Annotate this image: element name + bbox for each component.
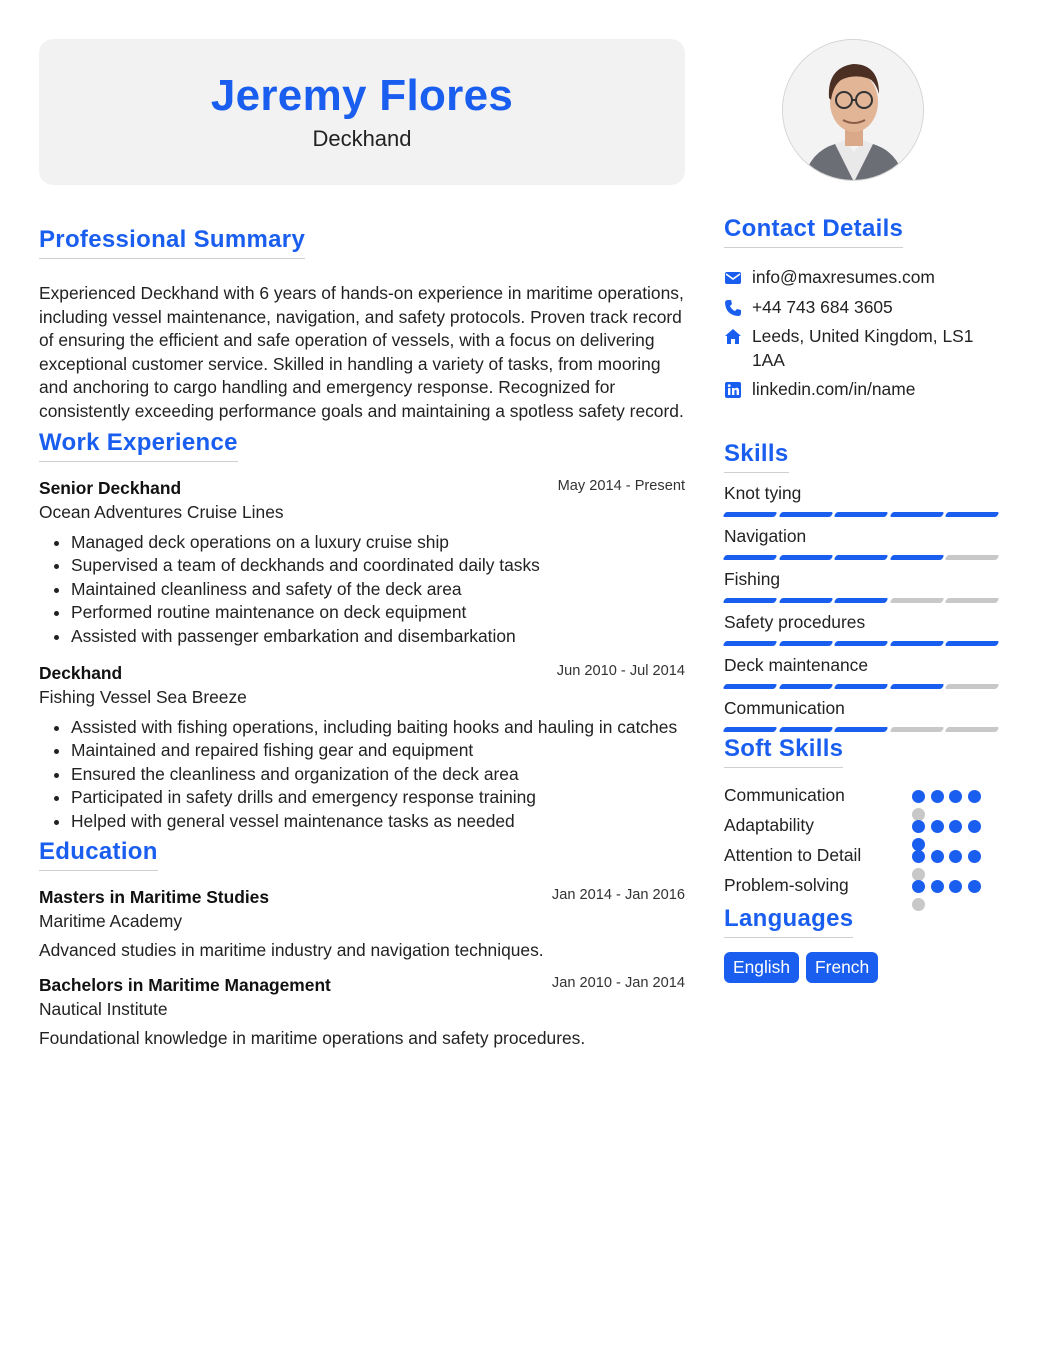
skill-level-segment [889, 512, 943, 517]
soft-skill-dot [912, 880, 925, 893]
job-dates: Jun 2010 - Jul 2014 [556, 662, 685, 679]
skill-level-segment [889, 684, 943, 689]
job-bullet: • Maintained cleanliness and safety of the deck area [71, 578, 685, 602]
soft-skill-dot [949, 850, 962, 863]
soft-skill-dot [931, 820, 944, 833]
soft-skill-name: Communication [724, 784, 845, 805]
linkedin-icon [724, 381, 742, 399]
contact-heading: Contact Details [724, 215, 903, 248]
linkedin-text: linkedin.com/in/name [752, 379, 916, 400]
skill-name: Knot tying [724, 482, 802, 503]
job-employer: Fishing Vessel Sea Breeze [39, 686, 247, 707]
soft-skill-dot [949, 880, 962, 893]
skill-level-bars [724, 684, 1004, 689]
skill-level-segment [723, 684, 777, 689]
soft-skill-dot [931, 850, 944, 863]
experience-heading: Work Experience [39, 429, 238, 462]
job-entry [39, 663, 685, 834]
skill-level-segment [945, 727, 999, 732]
languages-section [724, 905, 1004, 983]
skill-level-segment [778, 598, 832, 603]
languages-heading: Languages [724, 905, 853, 938]
skill-level-segment [889, 555, 943, 560]
main-column [39, 39, 685, 1049]
candidate-name: Jeremy Flores [210, 71, 514, 120]
skill-level-segment [945, 684, 999, 689]
soft-skills-section [724, 735, 1004, 905]
sidebar-content [724, 215, 1004, 983]
job-bullets [39, 531, 685, 649]
profile-photo [782, 39, 924, 181]
skill-level-bars [724, 641, 1004, 646]
skill-level-segment [723, 598, 777, 603]
address-text: Leeds, United Kingdom, LS1 1AA [752, 326, 974, 370]
skill-level-segment [945, 598, 999, 603]
languages-list [724, 952, 1004, 983]
education-section [39, 838, 685, 1049]
soft-skill-dots [912, 880, 992, 916]
contact-linkedin[interactable] [724, 378, 1004, 402]
soft-skill-row [724, 845, 1004, 875]
skill-name: Navigation [724, 525, 807, 546]
education-description: Foundational knowledge in maritime operations and safety procedures. [39, 1027, 586, 1048]
skill-level-segment [945, 555, 999, 560]
school-name: Nautical Institute [39, 998, 168, 1019]
soft-skill-dot [968, 880, 981, 893]
soft-skill-dot [949, 790, 962, 803]
soft-skill-name: Adaptability [724, 814, 814, 835]
email-text: info@maxresumes.com [752, 267, 935, 287]
education-entry [39, 975, 685, 1049]
education-dates: Jan 2010 - Jan 2014 [551, 974, 685, 991]
soft-skill-dot [949, 820, 962, 833]
soft-skill-dot [931, 880, 944, 893]
soft-skill-dot [912, 850, 925, 863]
job-title: Deckhand [39, 662, 123, 683]
contact-email[interactable] [724, 266, 1004, 290]
soft-skill-dot [968, 850, 981, 863]
contact-phone[interactable] [724, 296, 1004, 320]
skill-name: Safety procedures [724, 611, 866, 632]
soft-skill-dot [912, 790, 925, 803]
skill-name: Fishing [724, 568, 781, 589]
job-dates: May 2014 - Present [557, 477, 685, 494]
skill-row [724, 483, 1004, 526]
job-bullet: • Managed deck operations on a luxury cruise ship [71, 531, 685, 555]
education-dates: Jan 2014 - Jan 2016 [551, 886, 685, 903]
soft-skill-row [724, 875, 1004, 905]
skills-section [724, 440, 1004, 735]
job-bullet: • Ensured the cleanliness and organization of the deck area [71, 763, 685, 787]
skill-level-segment [834, 727, 888, 732]
soft-skill-name: Problem-solving [724, 874, 849, 895]
skill-name: Communication [724, 697, 845, 718]
degree-title: Bachelors in Maritime Management [39, 974, 331, 995]
soft-skill-row [724, 785, 1004, 815]
skill-level-segment [723, 727, 777, 732]
skill-level-segment [834, 684, 888, 689]
job-bullet: • Assisted with passenger embarkation and disembarkation [71, 625, 685, 649]
home-icon [724, 328, 742, 346]
skill-level-segment [723, 555, 777, 560]
summary-section [39, 226, 685, 424]
skill-level-bars [724, 555, 1004, 560]
soft-skill-name: Attention to Detail [724, 844, 862, 865]
soft-skill-dot [912, 898, 925, 911]
soft-skills-list [724, 785, 1004, 905]
soft-skill-dot [968, 820, 981, 833]
job-bullet: • Helped with general vessel maintenance tasks as needed [71, 810, 685, 834]
experience-section [39, 429, 685, 834]
skill-level-segment [778, 684, 832, 689]
skill-level-segment [945, 512, 999, 517]
soft-skill-dot [931, 790, 944, 803]
education-entry [39, 887, 685, 961]
skill-row [724, 612, 1004, 655]
skill-level-segment [889, 727, 943, 732]
skills-heading: Skills [724, 440, 789, 473]
job-employer: Ocean Adventures Cruise Lines [39, 501, 284, 522]
soft-skill-row [724, 815, 1004, 845]
skill-level-segment [723, 641, 777, 646]
soft-skills-heading: Soft Skills [724, 735, 843, 768]
degree-title: Masters in Maritime Studies [39, 886, 270, 907]
skill-level-segment [889, 641, 943, 646]
header-card [39, 39, 685, 185]
skill-name: Deck maintenance [724, 654, 869, 675]
skill-level-segment [945, 641, 999, 646]
skill-level-segment [778, 555, 832, 560]
education-heading: Education [39, 838, 158, 871]
portrait-image [783, 40, 924, 181]
school-name: Maritime Academy [39, 910, 183, 931]
skill-row [724, 655, 1004, 698]
job-bullet: • Supervised a team of deckhands and coordinated daily tasks [71, 554, 685, 578]
candidate-role: Deckhand [312, 126, 412, 151]
education-description: Advanced studies in maritime industry and navigation techniques. [39, 939, 544, 960]
skill-level-segment [834, 598, 888, 603]
contact-section [724, 215, 1004, 402]
skill-level-segment [778, 727, 832, 732]
skill-level-bars [724, 598, 1004, 603]
skill-row [724, 698, 1004, 735]
job-bullets [39, 716, 685, 834]
job-bullet: • Maintained and repaired fishing gear and equipment [71, 739, 685, 763]
contact-address [724, 325, 1004, 372]
skill-level-segment [889, 598, 943, 603]
skill-level-segment [778, 641, 832, 646]
soft-skill-dot [968, 790, 981, 803]
job-bullet: • Performed routine maintenance on deck equipment [71, 601, 685, 625]
envelope-icon [724, 269, 742, 287]
phone-icon [724, 299, 742, 317]
job-entry [39, 478, 685, 649]
skill-level-segment [834, 641, 888, 646]
skill-level-segment [834, 512, 888, 517]
skill-level-segment [834, 555, 888, 560]
skill-level-segment [778, 512, 832, 517]
skills-list [724, 483, 1004, 735]
phone-text: +44 743 684 3605 [752, 296, 893, 317]
summary-text: Experienced Deckhand with 6 years of hands-on experience in maritime operations, including vessel maintenance, navigation, and safety protocols. Proven track record of ensuring the efficient and safe operation of vessels, with a focus on delivering exceptional customer service. Skilled in handling a variety of tasks, from mooring and anchoring to cargo handling and emergency response. Recognized for consistently exceeding performance goals and maintaining a spotless safety record. [39, 283, 684, 421]
summary-heading: Professional Summary [39, 226, 305, 259]
skill-level-bars [724, 512, 1004, 517]
job-bullet: • Assisted with fishing operations, including baiting hooks and hauling in catches [71, 716, 685, 740]
skill-row [724, 569, 1004, 612]
skill-row [724, 526, 1004, 569]
skill-level-segment [723, 512, 777, 517]
language-badge: English [724, 952, 799, 983]
language-badge: French [806, 952, 878, 983]
job-title: Senior Deckhand [39, 477, 182, 498]
skill-level-bars [724, 727, 1004, 732]
soft-skill-dot [912, 820, 925, 833]
job-bullet: • Participated in safety drills and emergency response training [71, 786, 685, 810]
